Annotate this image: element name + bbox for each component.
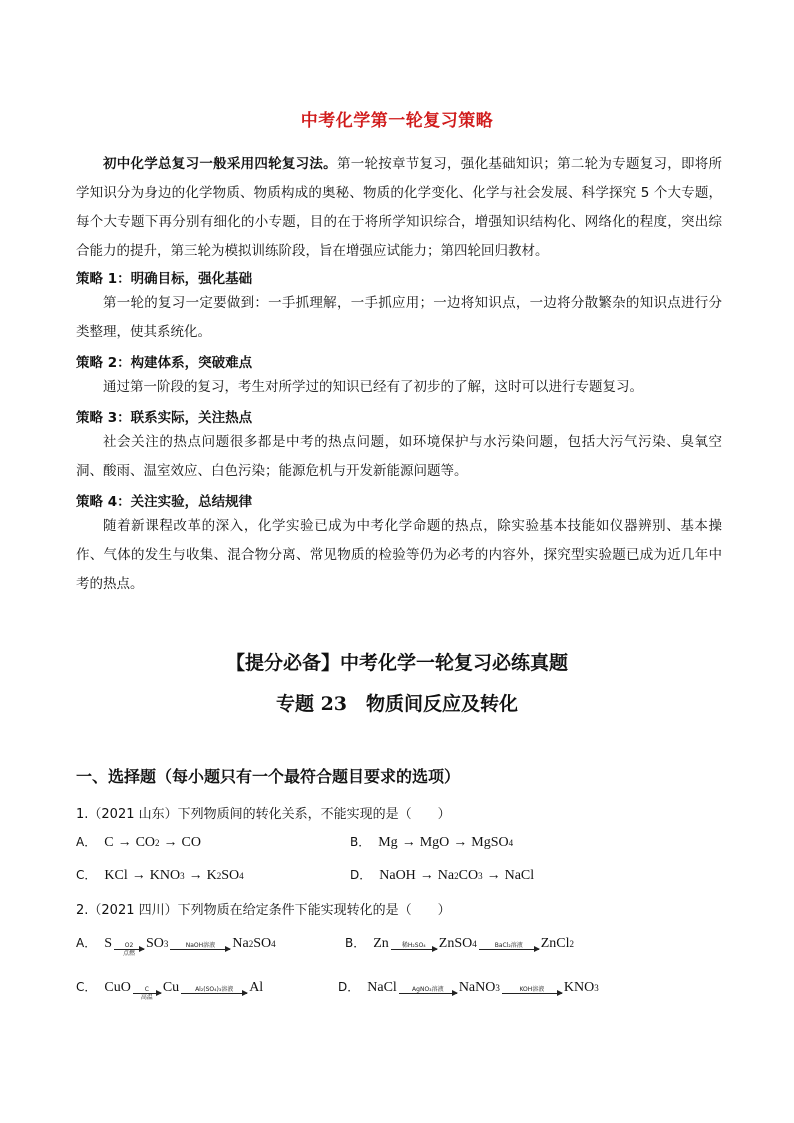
question-2-stem: 2.（2021 四川）下列物质在给定条件下能实现转化的是（ ） (76, 903, 451, 918)
condition-label: Al₂(SO₄)₃溶液 (195, 986, 234, 993)
formula-term: Zn (373, 936, 389, 951)
q2-option-b[interactable] (345, 934, 574, 957)
formula-term: CO (458, 868, 479, 883)
condition-label: NaOH溶液 (185, 942, 216, 949)
formula-term: Al (249, 980, 264, 995)
formula-term: KNO (563, 980, 595, 995)
q1-option-d[interactable] (350, 866, 534, 884)
strategy-2-body: 通过第一阶段的复习，考生对所学过的知识已经有了初步的了解，这时可以进行专题复习。 (103, 379, 643, 395)
formula-term: SO (146, 936, 164, 951)
subscript: 3 (594, 983, 599, 993)
condition-label: KOH溶液 (519, 986, 545, 993)
arrow-icon: → (419, 868, 434, 883)
formula-term: MgO (419, 835, 450, 850)
strategy-1-body: 第一轮的复习一定要做到：一手抓理解，一手抓应用；一边将知识点，一边将分散繁杂的知识点进行分类整理，使其系统化。 (76, 295, 722, 340)
formula-term: SO (253, 936, 272, 951)
formula-term: NaCl (504, 868, 535, 883)
subscript: 2 (155, 838, 160, 848)
formula-term: ZnCl (540, 936, 570, 951)
section-heading: 一、选择题（每小题只有一个最符合题目要求的选项） (76, 767, 461, 786)
question-1-stem: 1.（2021 山东）下列物质间的转化关系，不能实现的是（ ） (76, 807, 451, 822)
formula-term: NaCl (367, 980, 397, 995)
strategy-1-heading: 策略 1：明确目标，强化基础 (76, 271, 253, 287)
formula-term: Mg (378, 835, 398, 850)
formula-term: CuO (104, 980, 131, 995)
option-label: C． (76, 980, 97, 994)
formula-term: KCl (104, 868, 128, 883)
subscript: 4 (472, 939, 477, 949)
condition-label: 2 (129, 942, 134, 949)
reaction-arrow-icon (479, 942, 539, 957)
topic-title: 专题 23 物质间反应及转化 (275, 693, 519, 715)
condition-label: BaCl₂溶液 (494, 942, 523, 949)
formula-term: Na (232, 936, 249, 951)
condition-label: 稀H₂SO₄ (401, 942, 426, 949)
arrow-icon: → (401, 835, 416, 850)
reaction-arrow-icon (181, 986, 247, 1001)
option-label: B． (350, 835, 371, 849)
formula-term: MgSO (471, 835, 509, 850)
condition-label: O (124, 942, 130, 949)
formula-term: K (206, 868, 217, 883)
intro-text: 第一轮按章节复习，强化基础知识；第二轮为专题复习，即将所学知识分为身边的化学物质、物质构成的奥秘、物质的化学变化、化学与社会发展、科学探究 5 个大专题，每个大专题下再分别有细化的小专题，目的在于将所学知识综合，增强知识结构化、网络化的程度，突出综合能力的提升，第三轮为模拟训练阶段，旨在增强应试能力；第四轮回归教材。 (76, 156, 723, 259)
option-label: A． (76, 835, 97, 849)
collection-title: 【提分必备】中考化学一轮复习必练真题 (225, 652, 568, 674)
arrow-icon: → (163, 835, 178, 850)
formula-term: S (104, 936, 113, 951)
subscript: 2 (454, 871, 459, 881)
subscript: 3 (495, 983, 500, 993)
subscript: 2 (569, 939, 575, 949)
formula-term: Na (437, 868, 455, 883)
q2-option-d[interactable] (338, 978, 599, 1001)
formula-term: CO (135, 835, 156, 850)
subscript: 2 (248, 939, 254, 949)
subscript: 4 (508, 838, 514, 848)
arrow-icon: → (486, 868, 501, 883)
arrow-icon: → (188, 868, 203, 883)
reaction-arrow-icon (391, 942, 437, 957)
q1-option-a[interactable] (76, 833, 201, 851)
subscript: 3 (180, 871, 185, 881)
formula-term: SO (221, 868, 240, 883)
arrow-icon: → (117, 835, 132, 850)
option-label: A． (76, 936, 97, 950)
formula-term: KNO (149, 868, 181, 883)
q1-option-c[interactable] (76, 866, 244, 884)
subscript: 4 (271, 939, 276, 949)
strategy-4-heading: 策略 4：关注实验，总结规律 (76, 494, 253, 510)
arrow-icon: → (131, 868, 146, 883)
formula-term: Cu (162, 980, 180, 995)
option-label: D． (350, 868, 372, 882)
q2-option-c[interactable] (76, 978, 263, 1001)
subscript: 3 (478, 871, 483, 881)
reaction-arrow-icon (170, 942, 230, 957)
option-label: C． (76, 868, 97, 882)
formula-term: NaNO (458, 980, 496, 995)
arrow-icon: → (453, 835, 468, 850)
condition-label: AgNO₃溶液 (412, 986, 444, 993)
option-label: B． (345, 936, 366, 950)
strategy-3-body: 社会关注的热点问题很多都是中考的热点问题，如环境保护与水污染问题，包括大污气污染、臭氧空洞、酸雨、温室效应、白色污染；能源危机与开发新能源问题等。 (76, 434, 722, 479)
formula-term: ZnSO (438, 936, 473, 951)
strategy-2-heading: 策略 2：构建体系，突破难点 (76, 355, 253, 371)
page-title: 中考化学第一轮复习策略 (300, 111, 494, 131)
strategy-3-heading: 策略 3：联系实际，关注热点 (76, 410, 253, 426)
condition-label: 高温 (140, 994, 153, 1001)
q2-option-a[interactable] (76, 934, 276, 957)
intro-paragraph (76, 150, 722, 266)
subscript: 4 (239, 871, 244, 881)
strategy-4-body: 随着新课程改革的深入，化学实验已成为中考化学命题的热点，除实验基本技能如仪器辨别、基本操作、气体的发生与收集、混合物分离、常见物质的检验等仍为必考的内容外，探究型实验题已成为近几年中考的热点。 (76, 518, 722, 592)
q1-option-b[interactable] (350, 833, 513, 851)
reaction-arrow-icon (502, 986, 562, 1001)
reaction-arrow-icon (133, 986, 161, 1001)
formula-term: NaOH (379, 868, 416, 883)
formula-term: C (104, 835, 114, 850)
subscript: 3 (163, 939, 169, 949)
option-label: D． (338, 980, 360, 994)
intro-lead: 初中化学总复习一般采用四轮复习法。 (103, 156, 337, 172)
formula-term: CO (181, 835, 201, 850)
reaction-arrow-icon (114, 942, 144, 957)
condition-label: C (144, 986, 149, 993)
reaction-arrow-icon (399, 986, 457, 1001)
condition-label: 点燃 (123, 950, 136, 957)
subscript: 2 (216, 871, 222, 881)
